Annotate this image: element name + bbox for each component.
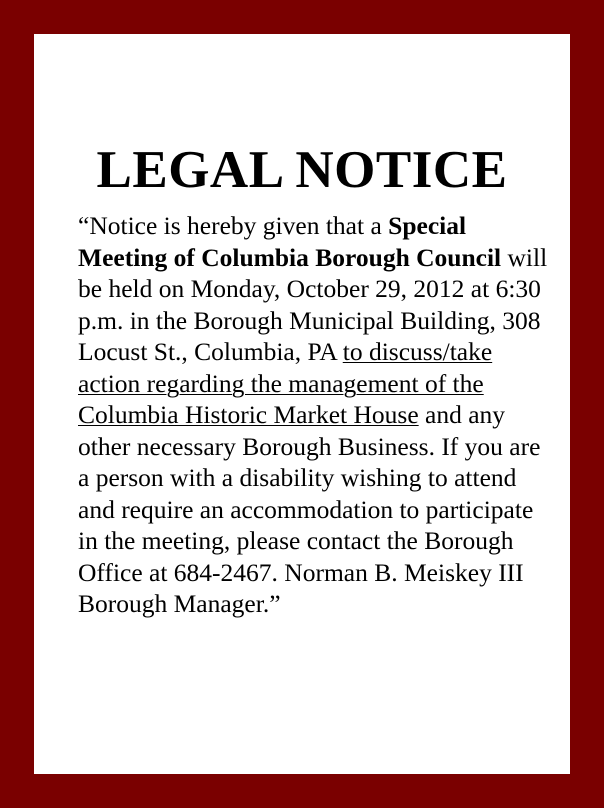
notice-title: LEGAL NOTICE: [96, 141, 508, 199]
notice-closing: and any other necessary Borough Business. If you are a person with a disability wishing to attend and require an accommodation to participate in the meeting, please contact the Borough Office at 684-2467. Norman B. Meiskey III Borough Manager.”: [78, 400, 541, 618]
meeting-purpose: to discuss/take action regarding the management of the Columbia Historic Market House: [78, 337, 493, 429]
meeting-schedule: will be held on Monday, October 29, 2012 at 6:30 p.m. in the Borough Municipal Building, 308 Locust St., Columbia, PA: [78, 242, 548, 366]
notice-card: [34, 34, 570, 774]
meeting-name: Special Meeting of Columbia Borough Council: [78, 211, 502, 272]
notice-body: [78, 210, 548, 620]
notice-intro: “Notice is hereby given that a: [78, 211, 389, 240]
